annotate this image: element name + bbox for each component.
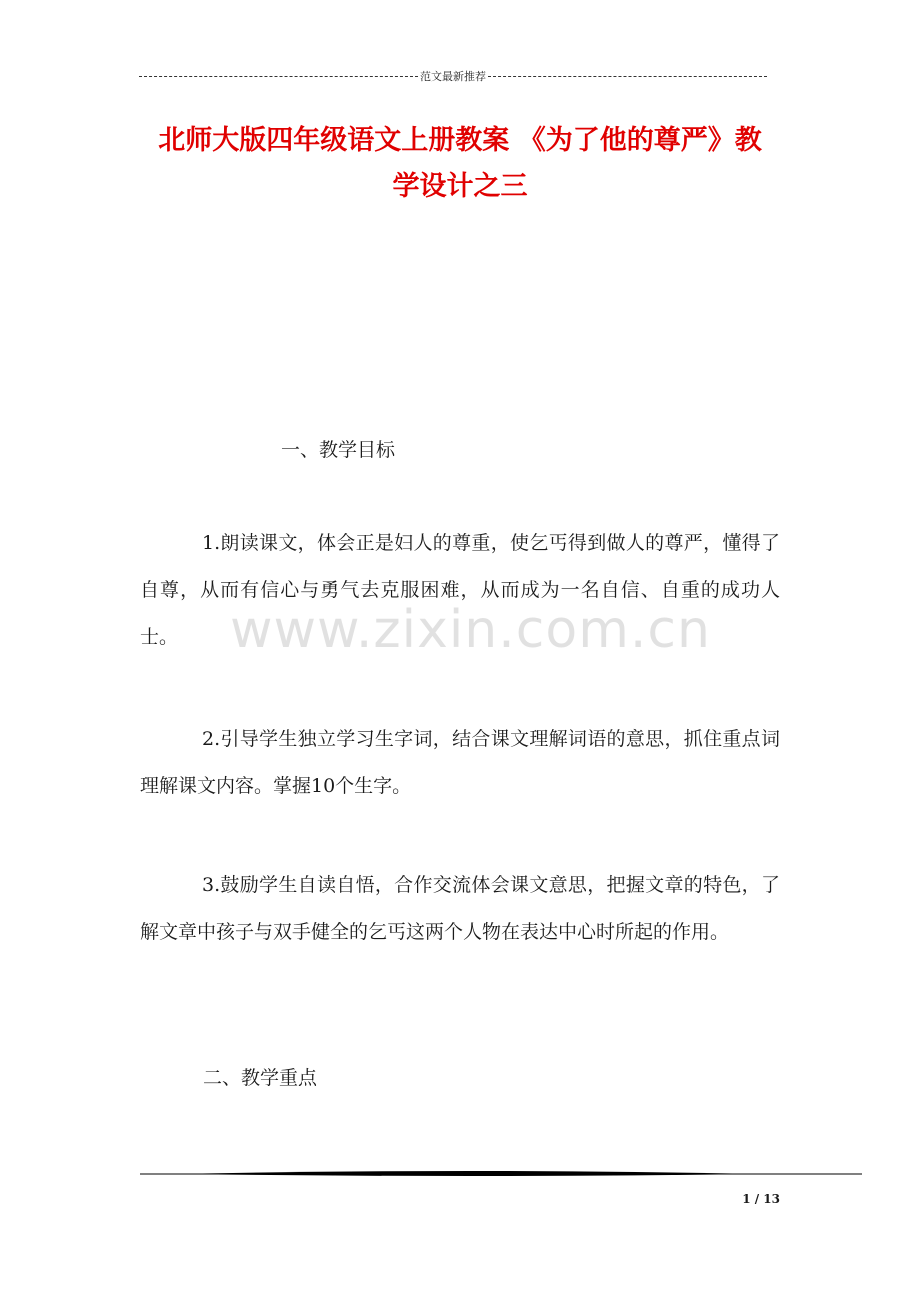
header-dash-left [139,76,418,77]
section-heading-objectives: 一、教学目标 [281,439,396,461]
page-header [139,66,767,86]
objective-paragraph-2: 2.引导学生独立学习生字词，结合课文理解词语的意思，抓住重点词理解课文内容。掌握10个生字。 [140,728,780,797]
document-title-line1: 北师大版四年级语文上册教案 《为了他的尊严》教 [158,125,762,156]
header-dash-right [488,76,767,77]
section-heading-key-points: 二、教学重点 [203,1067,318,1089]
page-number: 1 / 13 [742,1192,780,1206]
footer-rule [140,1168,862,1178]
header-label: 范文最新推荐 [420,70,486,83]
document-title-line2: 学设计之三 [392,171,528,202]
objective-paragraph-1: 1.朗读课文，体会正是妇人的尊重，使乞丐得到做人的尊严，懂得了自尊，从而有信心与勇气去克服困难，从而成为一名自信、自重的成功人士。 [140,532,780,648]
objective-paragraph-3: 3.鼓励学生自读自悟，合作交流体会课文意思，把握文章的特色，了解文章中孩子与双手健全的乞丐这两个人物在表达中心时所起的作用。 [140,874,780,943]
watermark: www.zixin.com.cn [230,600,711,660]
